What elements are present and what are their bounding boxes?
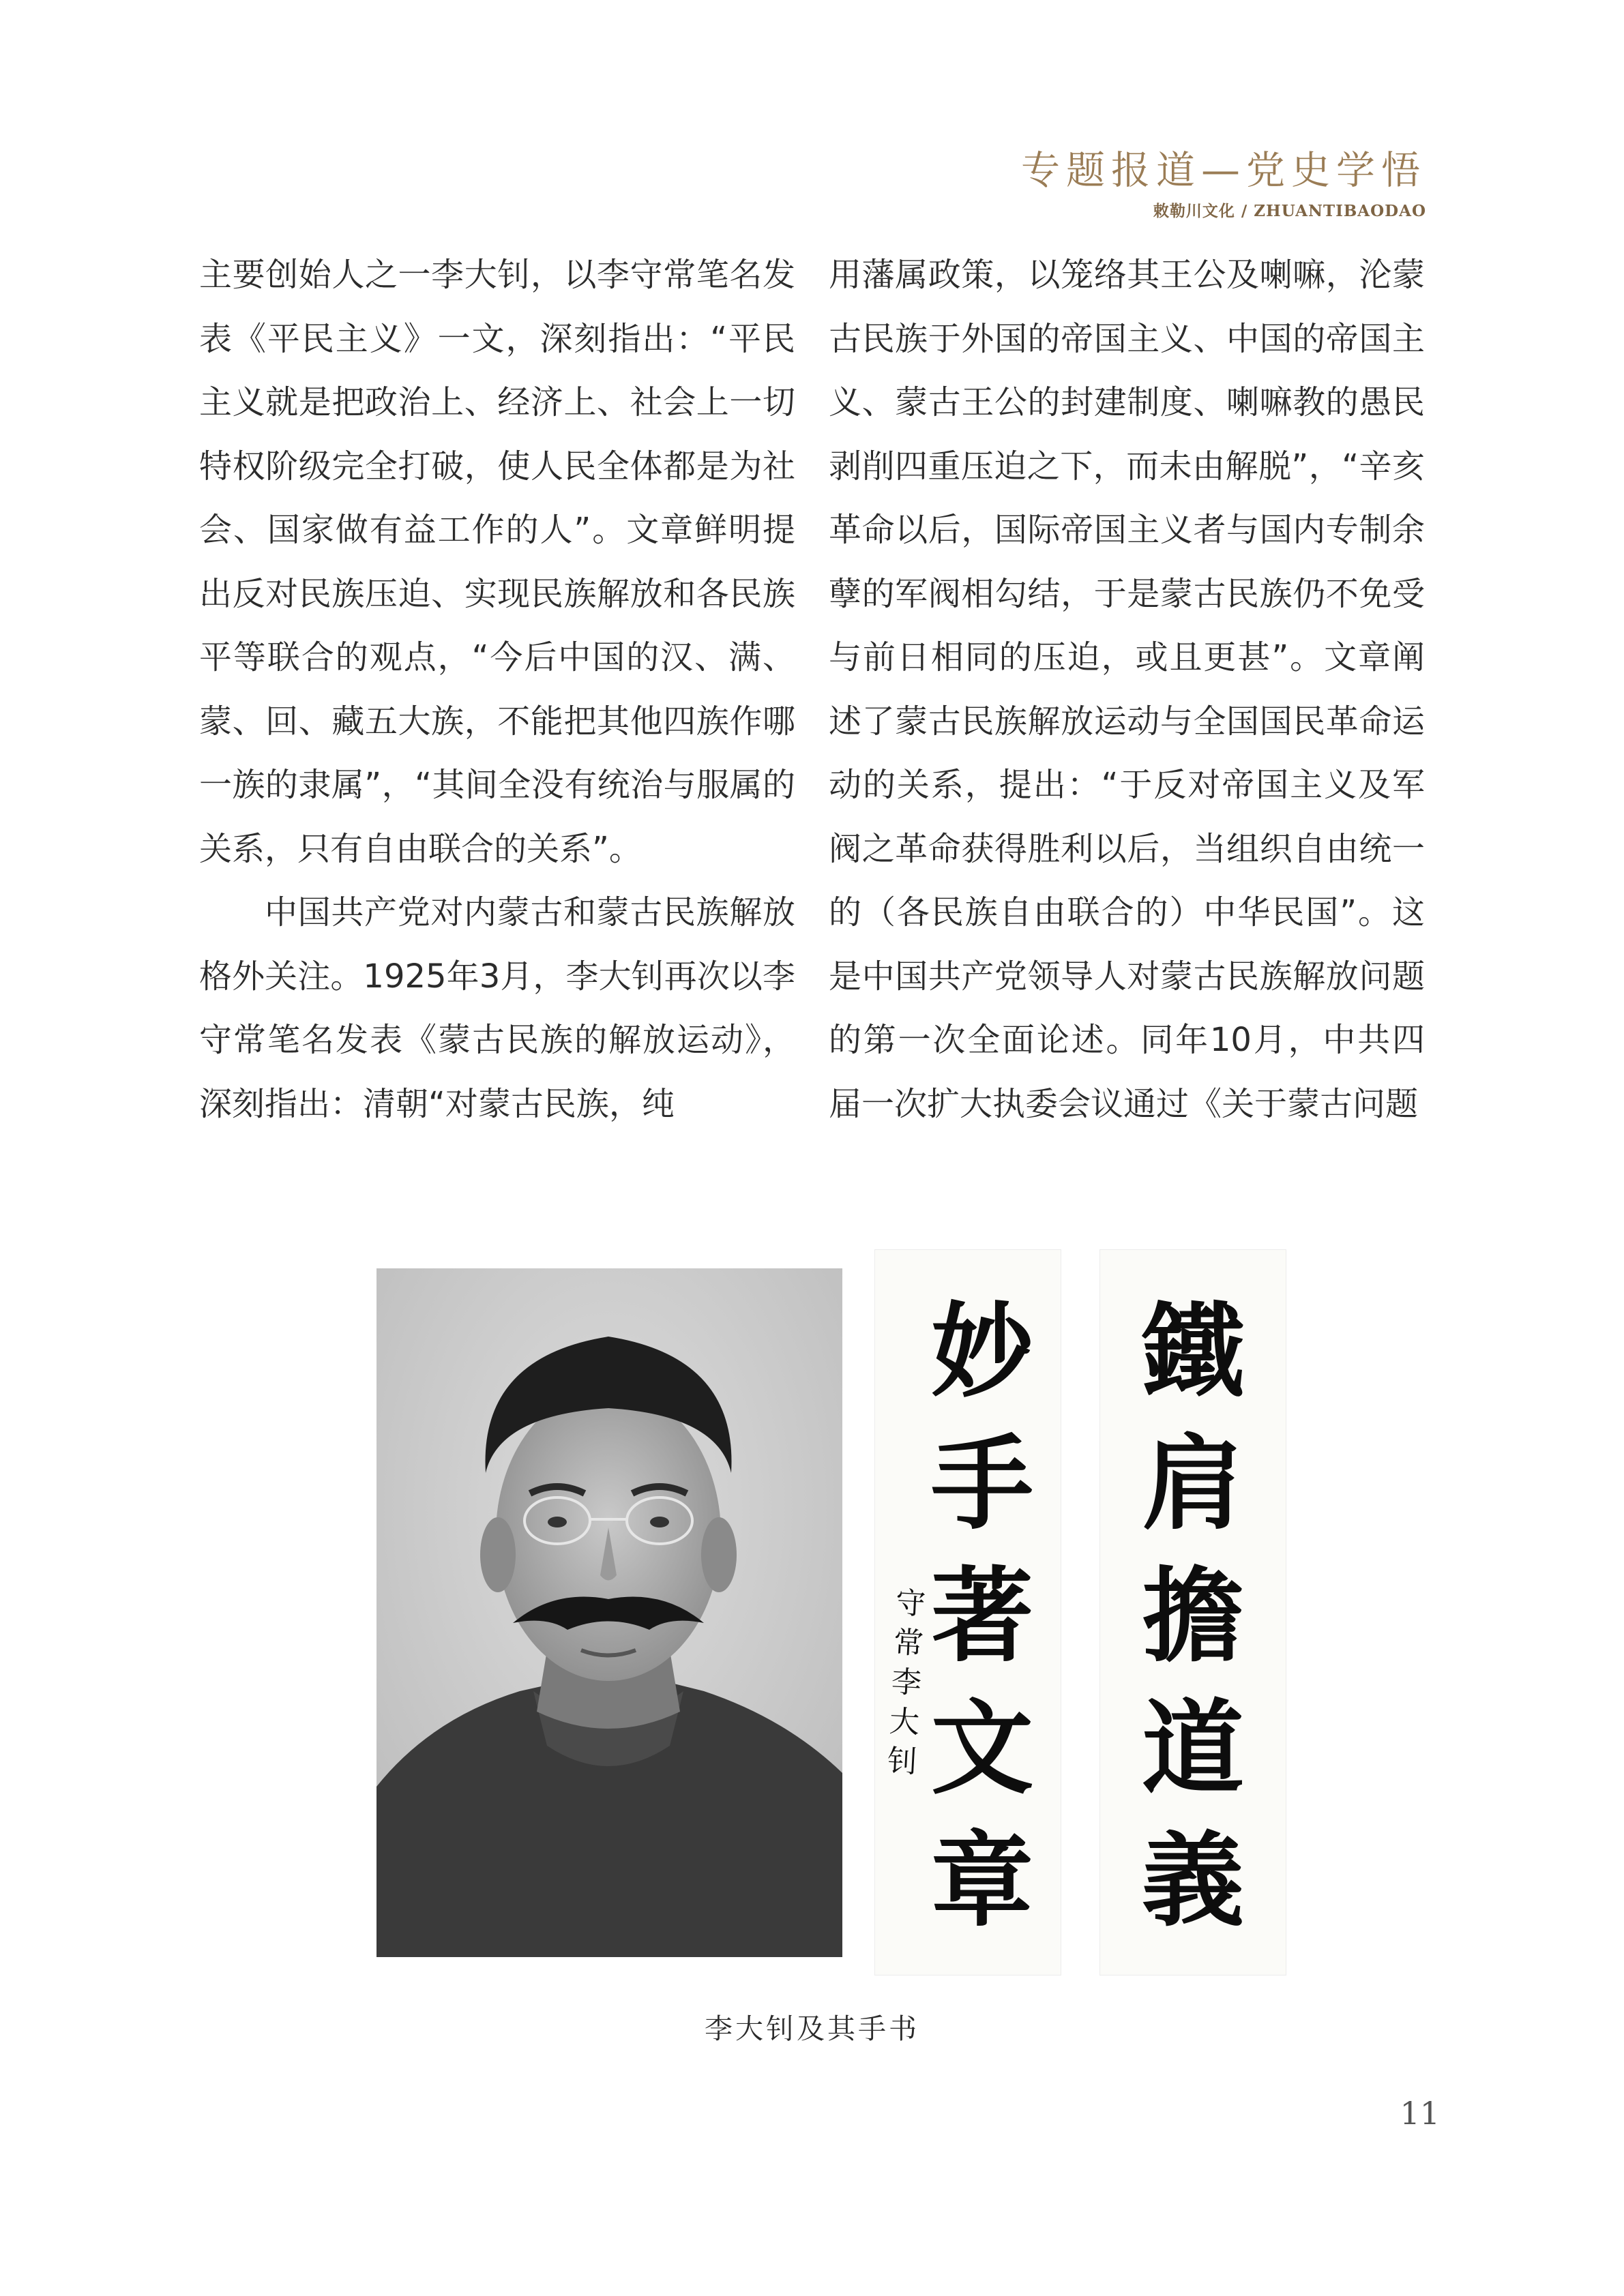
page-number: 11 — [1400, 2095, 1440, 2132]
paragraph: 中国共产党对内蒙古和蒙古民族解放格外关注。1925年3月，李大钊再次以李守常笔名发表《蒙古民族的解放运动》，深刻指出：清朝“对蒙古民族，纯 — [199, 893, 795, 1123]
calligraphy-signature: 守 常 李 大 钊 — [886, 1585, 927, 1780]
section-title: 专题报道—党史学悟 — [1021, 148, 1426, 193]
paragraph: 用藩属政策，以笼络其王公及喇嘛，沦蒙古民族于外国的帝国主义、中国的帝国主义、蒙古王公的封建制度、喇嘛教的愚民剥削四重压迫之下，而未由解脱”，“辛亥革命以后，国际帝国主义者与国内专制余孽的军阀相勾结，于是蒙古民族仍不免受与前日相同的压迫，或且更甚”。文章阐述了蒙古民族解放运动与全国国民革命运动的关系，提出：“于反对帝国主义及军阀之革命获得胜利以后，当组织自由统一的（各民族自由联合的）中华民国”。这是中国共产党领导人对蒙古民族解放问题的第一次全面论述。同年10月，中共四届一次扩大执委会议通过《关于蒙古问题 — [829, 256, 1425, 1123]
section-subtitle: 敕勒川文化 ∕ ZHUANTIBAODAO — [1153, 202, 1426, 220]
paragraph: 主要创始人之一李大钊，以李守常笔名发表《平民主义》一文，深刻指出：“平民主义就是把政治上、经济上、社会上一切特权阶级完全打破，使人民全体都是为社会、国家做有益工作的人”。文章鲜明提出反对民族压迫、实现民族解放和各民族平等联合的观点，“今后中国的汉、满、蒙、回、藏五大族，不能把其他四族作哪一族的隶属”，“其间全没有统治与服属的关系，只有自由联合的关系”。 — [199, 256, 795, 868]
text-column-left — [199, 243, 795, 1136]
calligraphy-text-right: 鐵 肩 擔 道 義 — [1141, 1292, 1244, 1941]
calligraphy-scroll-left — [874, 1249, 1061, 1976]
page-header — [1021, 148, 1426, 221]
portrait-photo — [377, 1268, 842, 1957]
figure-caption: 李大钊及其手书 — [705, 2012, 919, 2045]
calligraphy-scroll-right — [1099, 1249, 1286, 1976]
calligraphy-text-left: 妙 手 著 文 章 — [930, 1292, 1033, 1941]
text-column-right — [829, 243, 1425, 1136]
